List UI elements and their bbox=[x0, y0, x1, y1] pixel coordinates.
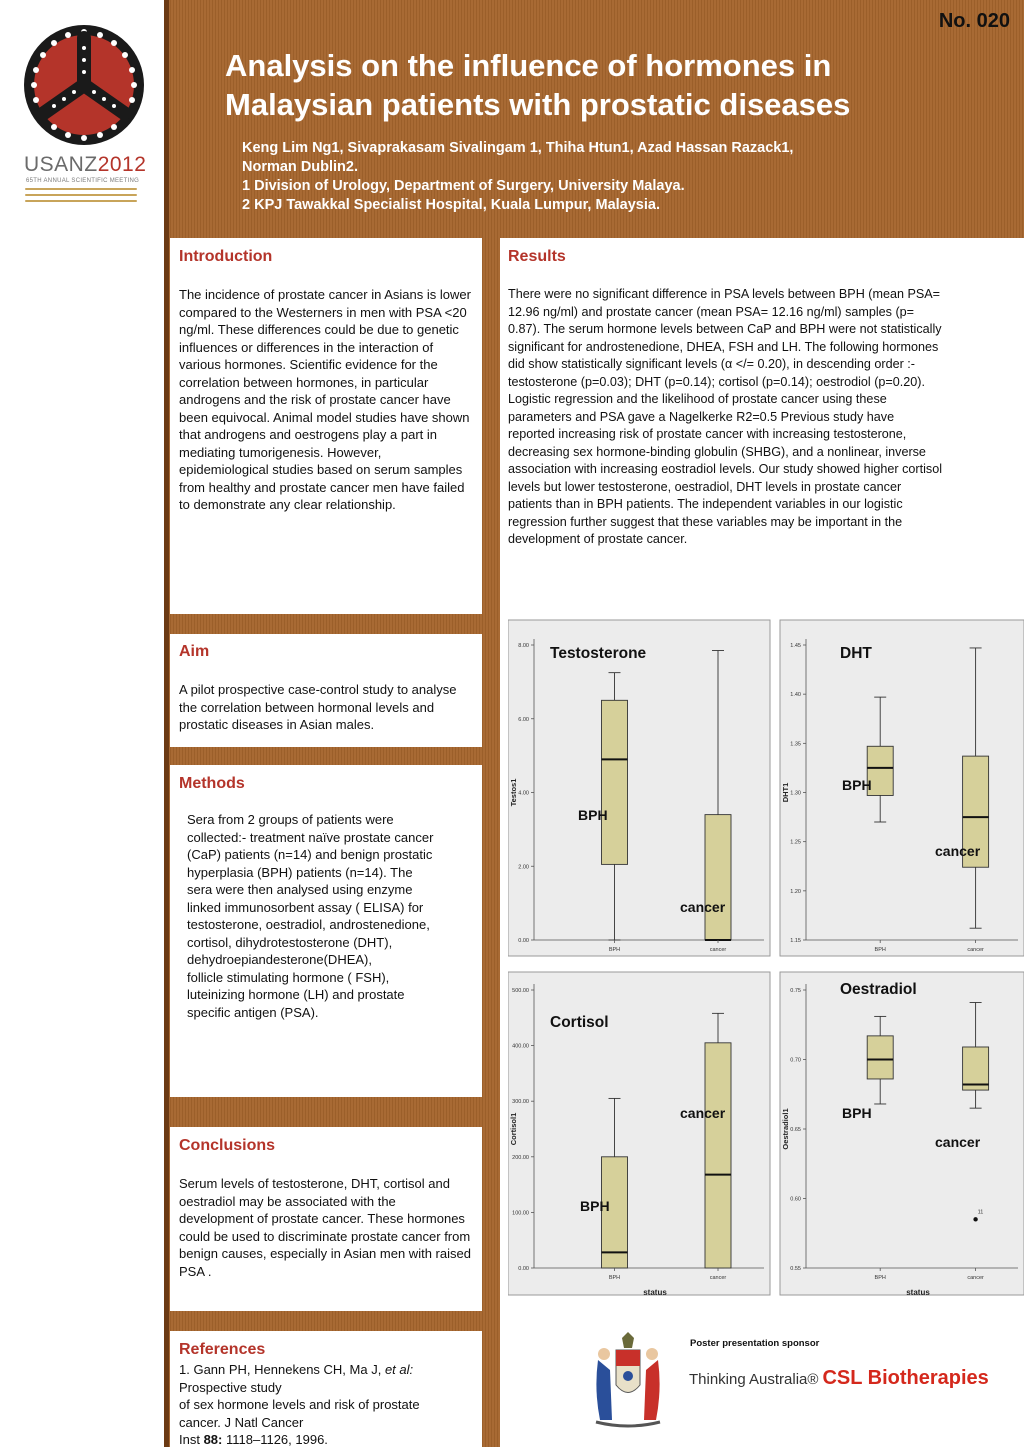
aim-section bbox=[170, 634, 482, 747]
y-tick-label: 4.00 bbox=[518, 790, 529, 797]
results-line: development of prostate cancer. bbox=[508, 532, 688, 546]
group-label: cancer bbox=[680, 1105, 726, 1121]
methods-line: linked immunosorbent assay ( ELISA) for bbox=[187, 899, 424, 915]
outlier-label: 11 bbox=[977, 1209, 984, 1216]
y-tick-label: 1.25 bbox=[790, 839, 801, 846]
section-body: A pilot prospective case-control study to analyse the correlation between hormonal levels and prostatic diseases in Asian males. bbox=[179, 682, 457, 732]
affiliation-line: 2 KPJ Tawakkal Specialist Hospital, Kuala Lumpur, Malaysia. bbox=[242, 197, 660, 213]
y-tick-label: 6.00 bbox=[518, 716, 529, 723]
section-body: Serum levels of testosterone, DHT, cortisol and oestradiol may be associated with the development of prostate cancer. These hormones could be used to discriminate prostate cancer from benign causes, especially in Asian men with raised PSA . bbox=[179, 1176, 471, 1279]
boxplot-charts bbox=[508, 616, 1024, 1322]
y-axis-label: Cortisol1 bbox=[509, 1112, 518, 1146]
chart-title: DHT bbox=[840, 645, 872, 662]
methods-section bbox=[170, 765, 482, 1097]
results-line: 0.87). The serum hormone levels between CaP and BPH were not statistically bbox=[508, 322, 942, 336]
results-line: levels but lower testosterone, oestradiol, DHT levels in prostate cancer bbox=[508, 479, 902, 494]
methods-body bbox=[179, 811, 473, 1021]
methods-line: luteinizing hormone (LH) and prostate bbox=[187, 987, 405, 1002]
reference-entry: 1. Gann PH, Hennekens CH, Ma J, et al: Prospective study of sex hormone levels and risk of prostate cancer. J Natl Cancer Inst 88: 1118–1126, 1996. bbox=[179, 1362, 420, 1447]
methods-line: hyperplasia (BPH) patients (n=14). The bbox=[187, 864, 413, 880]
y-tick-label: 1.20 bbox=[790, 888, 801, 895]
logo-wave-line bbox=[25, 194, 137, 196]
results-line: patients than in BPH patients. The independent variables in our logistic bbox=[508, 497, 903, 511]
x-axis-label: status bbox=[906, 1288, 930, 1297]
section-heading: Conclusions bbox=[179, 1137, 276, 1154]
logo-text: USANZ2012 bbox=[24, 153, 147, 176]
y-tick-label: 1.15 bbox=[790, 938, 801, 944]
results-line: significant for androstenedione, DHEA, FSH and LH. The following hormones bbox=[508, 339, 939, 354]
section-heading: Introduction bbox=[179, 248, 273, 265]
box-iqr bbox=[602, 700, 628, 864]
chart-panel bbox=[780, 972, 1024, 1295]
y-tick-label: 1.40 bbox=[790, 692, 801, 699]
group-label: BPH bbox=[578, 807, 608, 823]
logo-subtitle: 65TH ANNUAL SCIENTIFIC MEETING bbox=[26, 178, 140, 184]
x-tick-label: BPH bbox=[874, 1275, 886, 1281]
affiliation-line: 1 Division of Urology, Department of Surgery, University Malaya. bbox=[242, 178, 685, 194]
results-line: did show statistically significant levels (α </= 0.20), in descending order :- bbox=[508, 357, 915, 371]
x-axis-label: status bbox=[643, 1288, 667, 1297]
results-line: parameters and PSA gave a Nagelkerke R2=0.5 Previous study have bbox=[508, 409, 895, 424]
y-tick-label: 8.00 bbox=[518, 643, 529, 649]
x-tick-label: cancer bbox=[709, 1275, 727, 1281]
section-heading: Methods bbox=[179, 775, 245, 792]
methods-line: (CaP) patients (n=14) and benign prostatic bbox=[187, 847, 433, 862]
methods-line: collected:- treatment naïve prostate cancer bbox=[187, 829, 434, 845]
logo-wave-line bbox=[25, 188, 137, 190]
box-iqr bbox=[867, 1036, 893, 1079]
methods-line: specific antigen (PSA). bbox=[187, 1004, 319, 1020]
x-tick-label: BPH bbox=[608, 1275, 621, 1281]
introduction-section bbox=[170, 238, 482, 614]
group-label: BPH bbox=[580, 1198, 610, 1214]
y-axis-label: Oestradiol1 bbox=[781, 1108, 790, 1150]
section-body: The incidence of prostate cancer in Asians is lower compared to the Westerners in men with PSA <20 ng/ml. These differences could be due to genetic influences or differences in the interaction of various hormones. Scientific evidence for the correlation between hormones, in particular androgens and the risk of prostate cancer have been equivocal. Animal model studies have shown that androgens and oestrogens play a part in mediating tumorigenesis. However, epidemiological studies based on serum samples from healthy and prostate cancer men have failed to demonstrate any clear relationship. bbox=[179, 287, 471, 512]
methods-line: sera were then analysed using enzyme bbox=[187, 882, 413, 897]
group-label: cancer bbox=[935, 1134, 981, 1150]
left-margin-strip bbox=[0, 0, 164, 1447]
y-tick-label: 0.70 bbox=[790, 1057, 801, 1064]
y-tick-label: 2.00 bbox=[518, 864, 529, 871]
results-line: Logistic regression and the likelihood of prostate cancer using these bbox=[508, 392, 887, 406]
author-line: Norman Dublin2. bbox=[242, 159, 359, 175]
y-tick-label: 400.00 bbox=[512, 1043, 529, 1050]
y-tick-label: 0.60 bbox=[790, 1196, 801, 1203]
section-heading: Aim bbox=[179, 643, 210, 660]
author-block bbox=[242, 139, 1002, 215]
chart-title: Testosterone bbox=[550, 645, 647, 662]
group-label: BPH bbox=[842, 777, 872, 793]
sponsor-label: Poster presentation sponsor bbox=[690, 1338, 820, 1349]
references-section bbox=[170, 1331, 482, 1447]
methods-line: follicle stimulating hormone ( FSH), bbox=[187, 969, 390, 985]
results-line: testosterone (p=0.03); DHT (p=0.14); cortisol (p=0.14); oestrodiol (p=0.20). bbox=[508, 374, 925, 389]
methods-line: cortisol, dihydrotestosterone (DHT), bbox=[187, 934, 393, 950]
logo-wave-line bbox=[25, 200, 137, 202]
methods-line: testosterone, oestradiol, androstenedione, bbox=[187, 917, 430, 932]
y-tick-label: 300.00 bbox=[512, 1099, 529, 1106]
x-tick-label: BPH bbox=[608, 947, 621, 953]
poster-number: No. 020 bbox=[938, 10, 1010, 32]
results-line: decreasing sex hormone-binding globulin (SHBG), and a nonlinear, inverse bbox=[508, 444, 926, 459]
results-line: regression further suggest that these variables may be important in the bbox=[508, 514, 903, 529]
box-iqr bbox=[705, 815, 731, 940]
group-label: BPH bbox=[842, 1105, 872, 1121]
conclusions-section bbox=[170, 1127, 482, 1311]
group-label: cancer bbox=[935, 843, 981, 859]
section-heading: References bbox=[179, 1341, 266, 1358]
y-tick-label: 0.00 bbox=[518, 1266, 529, 1272]
box-iqr bbox=[705, 1043, 731, 1268]
y-axis-label: DHT1 bbox=[781, 782, 790, 803]
title-line: Analysis on the influence of hormones in bbox=[225, 48, 832, 83]
x-tick-label: cancer bbox=[709, 947, 727, 953]
x-tick-label: cancer bbox=[967, 947, 984, 953]
results-line: association with increasing eostradiol levels. Our study showed higher cortisol bbox=[508, 462, 942, 476]
x-tick-label: cancer bbox=[967, 1275, 984, 1281]
y-tick-label: 1.45 bbox=[790, 643, 801, 649]
y-tick-label: 0.75 bbox=[790, 988, 801, 994]
methods-line: Sera from 2 groups of patients were bbox=[187, 812, 394, 827]
section-heading: Results bbox=[508, 248, 566, 265]
chart-title: Cortisol bbox=[550, 1014, 609, 1031]
y-tick-label: 0.00 bbox=[518, 938, 529, 944]
results-line: There were no significant difference in PSA levels between BPH (mean PSA= bbox=[508, 287, 941, 301]
x-tick-label: BPH bbox=[874, 947, 886, 953]
y-tick-label: 1.35 bbox=[790, 741, 801, 748]
chart-title: Oestradiol bbox=[840, 981, 917, 998]
results-line: reported increasing risk of prostate cancer with increasing testosterone, bbox=[508, 427, 907, 441]
results-line: 12.96 ng/ml) and prostate cancer (mean PSA= 12.16 ng/ml) samples (p= bbox=[508, 304, 915, 319]
y-tick-label: 500.00 bbox=[512, 988, 529, 994]
y-tick-label: 0.55 bbox=[790, 1266, 801, 1272]
y-tick-label: 1.30 bbox=[790, 790, 801, 797]
sponsor-logo: Thinking Australia® CSL Biotherapies bbox=[689, 1367, 989, 1389]
outlier-point bbox=[973, 1217, 977, 1221]
poster-title bbox=[225, 46, 985, 124]
title-line: Malaysian patients with prostatic diseases bbox=[225, 87, 851, 122]
y-tick-label: 200.00 bbox=[512, 1154, 529, 1161]
author-line: Keng Lim Ng1, Sivaprakasam Sivalingam 1, Thiha Htun1, Azad Hassan Razack1, bbox=[242, 140, 794, 156]
y-axis-label: Testos1 bbox=[509, 778, 518, 807]
group-label: cancer bbox=[680, 899, 726, 915]
methods-line: dehydroepiandesterone(DHEA), bbox=[187, 952, 372, 967]
y-tick-label: 0.65 bbox=[790, 1127, 801, 1133]
results-body bbox=[508, 286, 1016, 549]
university-crest-icon bbox=[588, 1330, 668, 1430]
y-tick-label: 100.00 bbox=[512, 1210, 529, 1217]
